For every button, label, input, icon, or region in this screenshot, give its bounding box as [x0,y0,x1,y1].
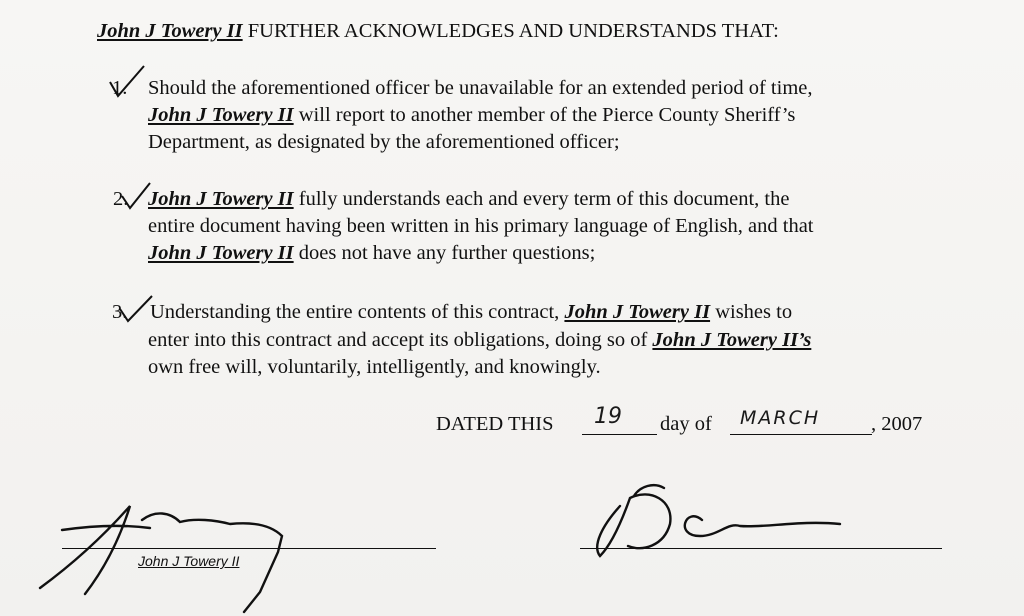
item-1-line-3: Department, as designated by the aforementioned officer; [148,131,620,153]
item-1-number: 1. [112,77,128,99]
item-3-line-2: enter into this contract and accept its obligations, doing so of John J Towery II’s [148,329,812,351]
item-3-line-1: Understanding the entire contents of this contract, John J Towery II wishes to [150,301,793,323]
left-signature-caption: John J Towery II [138,553,240,569]
item-2-number: 2. [113,188,129,210]
item-1-checkmark [104,62,150,102]
dated-prefix: DATED THIS [436,413,554,435]
day-blank [582,434,657,435]
handwritten-month: MARCH [740,407,821,429]
item-3-line-3: own free will, voluntarily, intelligently, and knowingly. [148,356,601,378]
acknowledgement-heading [97,18,779,44]
left-signature-scribble [30,488,300,616]
party-name: John J Towery II [148,188,294,210]
month-blank [730,434,872,435]
item-2-line-1: John J Towery II fully understands each and every term of this document, the [148,188,790,210]
item-1-line-1: Should the aforementioned officer be unavailable for an extended period of time, [148,77,813,99]
heading-text: FURTHER ACKNOWLEDGES AND UNDERSTANDS THAT: [247,20,779,42]
party-name: John J Towery II [564,301,711,323]
party-name: John J Towery II [97,20,243,42]
right-signature-scribble [590,476,860,566]
party-name: John J Towery II [148,242,294,264]
party-name: John J Towery II [148,104,294,126]
item-2-line-3: John J Towery II does not have any further questions; [148,242,596,264]
dated-year: , 2007 [871,413,923,435]
handwritten-day: 19 [594,404,622,429]
dated-middle: day of [660,413,712,435]
item-3-number: 3. [112,301,128,323]
party-name-possessive: John J Towery II’s [652,329,812,351]
item-2-line-2: entire document having been written in his primary language of English, and that [148,215,814,237]
item-1-line-2: John J Towery II will report to another member of the Pierce County Sheriff’s [148,104,796,126]
